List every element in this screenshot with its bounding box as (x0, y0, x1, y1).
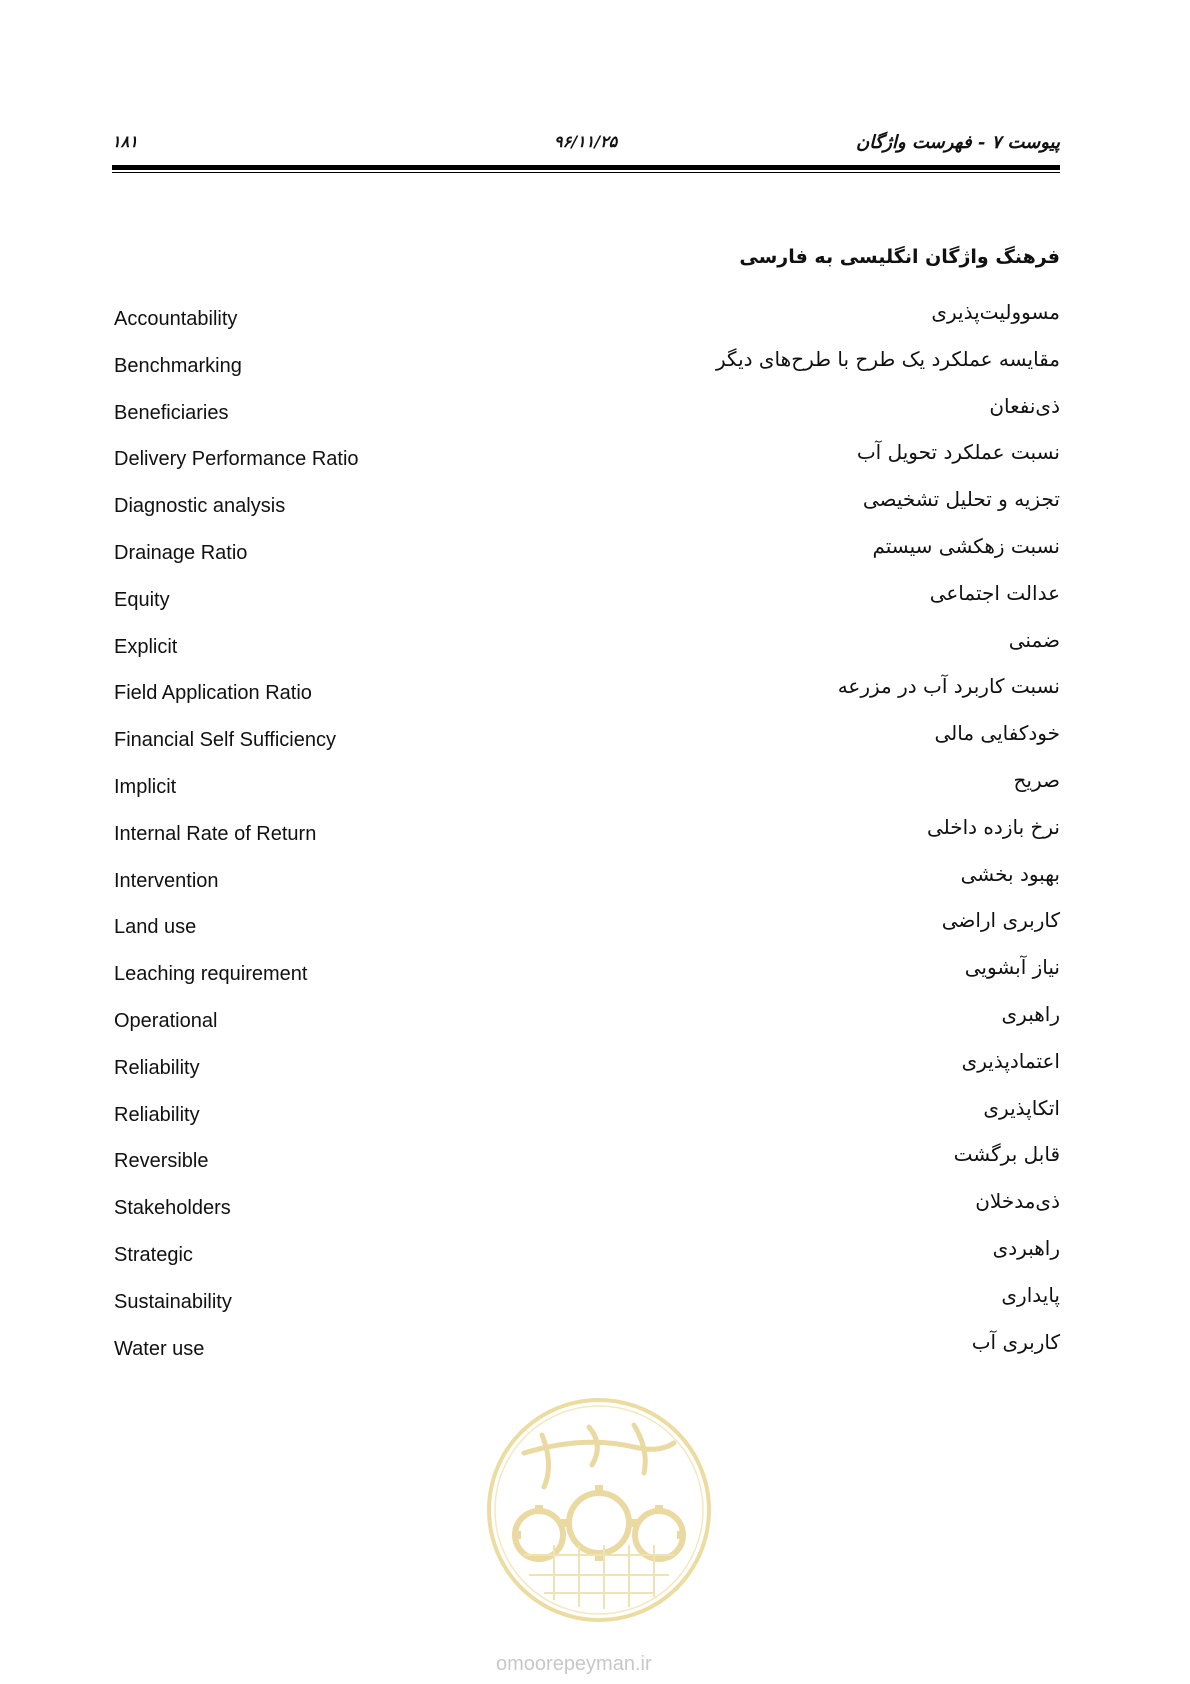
persian-term: نسبت عملکرد تحویل آب (856, 440, 1060, 465)
glossary-row (114, 1002, 1060, 1049)
english-term: Reliability (114, 1056, 200, 1079)
glossary-row (114, 487, 1060, 534)
persian-term: صریح (1013, 767, 1060, 792)
header-date: ۹۶/۱۱/۲۵ (554, 132, 618, 151)
glossary-row (114, 768, 1060, 815)
persian-term: قابل برگشت (953, 1142, 1060, 1167)
persian-term: نرخ بازده داخلی (926, 814, 1060, 839)
english-term: Intervention (114, 869, 219, 892)
english-term: Field Application Ratio (114, 682, 312, 705)
english-term: Beneficiaries (114, 401, 229, 424)
glossary-row (114, 581, 1060, 628)
persian-term: نسبت کاربرد آب در مزرعه (837, 674, 1060, 699)
glossary-row (114, 1096, 1060, 1143)
watermark-url: omoorepeyman.ir (496, 1653, 652, 1675)
persian-term: عدالت اجتماعی (929, 580, 1060, 605)
persian-term: کاربری آب (971, 1329, 1060, 1354)
header-rule-thin (112, 172, 1060, 173)
glossary-row (114, 300, 1060, 347)
glossary-row (114, 1142, 1060, 1189)
persian-term: ضمنی (1008, 627, 1060, 652)
glossary-row (114, 1236, 1060, 1283)
glossary-row (114, 1283, 1060, 1330)
persian-term: نسبت زهکشی سیستم (872, 533, 1060, 558)
persian-term: مقایسه عملکرد یک طرح با طرح‌های دیگر (715, 346, 1060, 371)
page-header (112, 128, 1060, 158)
glossary-row (114, 347, 1060, 394)
english-term: Water use (114, 1337, 205, 1360)
chapter-title: پیوست ۷ - فهرست واژگان (856, 132, 1060, 153)
english-term: Drainage Ratio (114, 541, 248, 564)
glossary-row (114, 815, 1060, 862)
english-term: Leaching requirement (114, 963, 308, 986)
english-term: Reliability (114, 1103, 200, 1126)
glossary-row (114, 1189, 1060, 1236)
persian-term: ذی‌مدخلان (975, 1189, 1060, 1214)
glossary-row (114, 440, 1060, 487)
glossary-row (114, 534, 1060, 581)
glossary-row (114, 394, 1060, 441)
english-term: Accountability (114, 308, 238, 330)
english-term: Diagnostic analysis (114, 495, 286, 518)
persian-term: تجزیه و تحلیل تشخیصی (862, 487, 1060, 512)
english-term: Reversible (114, 1150, 209, 1173)
persian-term: کاربری اراضی (941, 908, 1060, 933)
glossary-row (114, 628, 1060, 675)
english-term: Delivery Performance Ratio (114, 448, 359, 471)
english-term: Explicit (114, 635, 178, 658)
english-term: Implicit (114, 775, 177, 798)
english-term: Equity (114, 588, 170, 611)
glossary-row (114, 721, 1060, 768)
glossary-row (114, 862, 1060, 909)
section-title: فرهنگ واژگان انگلیسی به فارسی (739, 246, 1060, 268)
header-rule-thick (112, 165, 1060, 170)
glossary-list (114, 300, 1060, 1376)
persian-term: خودکفایی مالی (934, 721, 1060, 746)
glossary-row (114, 908, 1060, 955)
glossary-row (114, 1330, 1060, 1377)
watermark-logo (484, 1395, 714, 1625)
glossary-row (114, 955, 1060, 1002)
english-term: Benchmarking (114, 354, 242, 377)
persian-term: بهبود بخشی (960, 861, 1060, 886)
english-term: Internal Rate of Return (114, 822, 317, 845)
glossary-row (114, 1049, 1060, 1096)
glossary-row (114, 674, 1060, 721)
persian-term: اعتمادپذیری (961, 1048, 1060, 1073)
english-term: Sustainability (114, 1290, 232, 1313)
persian-term: نیاز آبشویی (964, 955, 1060, 980)
persian-term: راهبردی (992, 1235, 1060, 1260)
page-number: ۱۸۱ (112, 132, 138, 151)
persian-term: راهبری (1001, 1001, 1060, 1026)
english-term: Stakeholders (114, 1197, 231, 1220)
english-term: Strategic (114, 1243, 193, 1266)
persian-term: پایداری (1001, 1282, 1060, 1307)
gear-seal-logo-icon (484, 1395, 714, 1625)
persian-term: ذی‌نفعان (989, 393, 1060, 418)
english-term: Financial Self Sufficiency (114, 729, 336, 752)
persian-term: مسوولیت‌پذیری (931, 300, 1060, 324)
persian-term: اتکاپذیری (983, 1095, 1060, 1120)
english-term: Land use (114, 916, 197, 939)
english-term: Operational (114, 1009, 218, 1032)
